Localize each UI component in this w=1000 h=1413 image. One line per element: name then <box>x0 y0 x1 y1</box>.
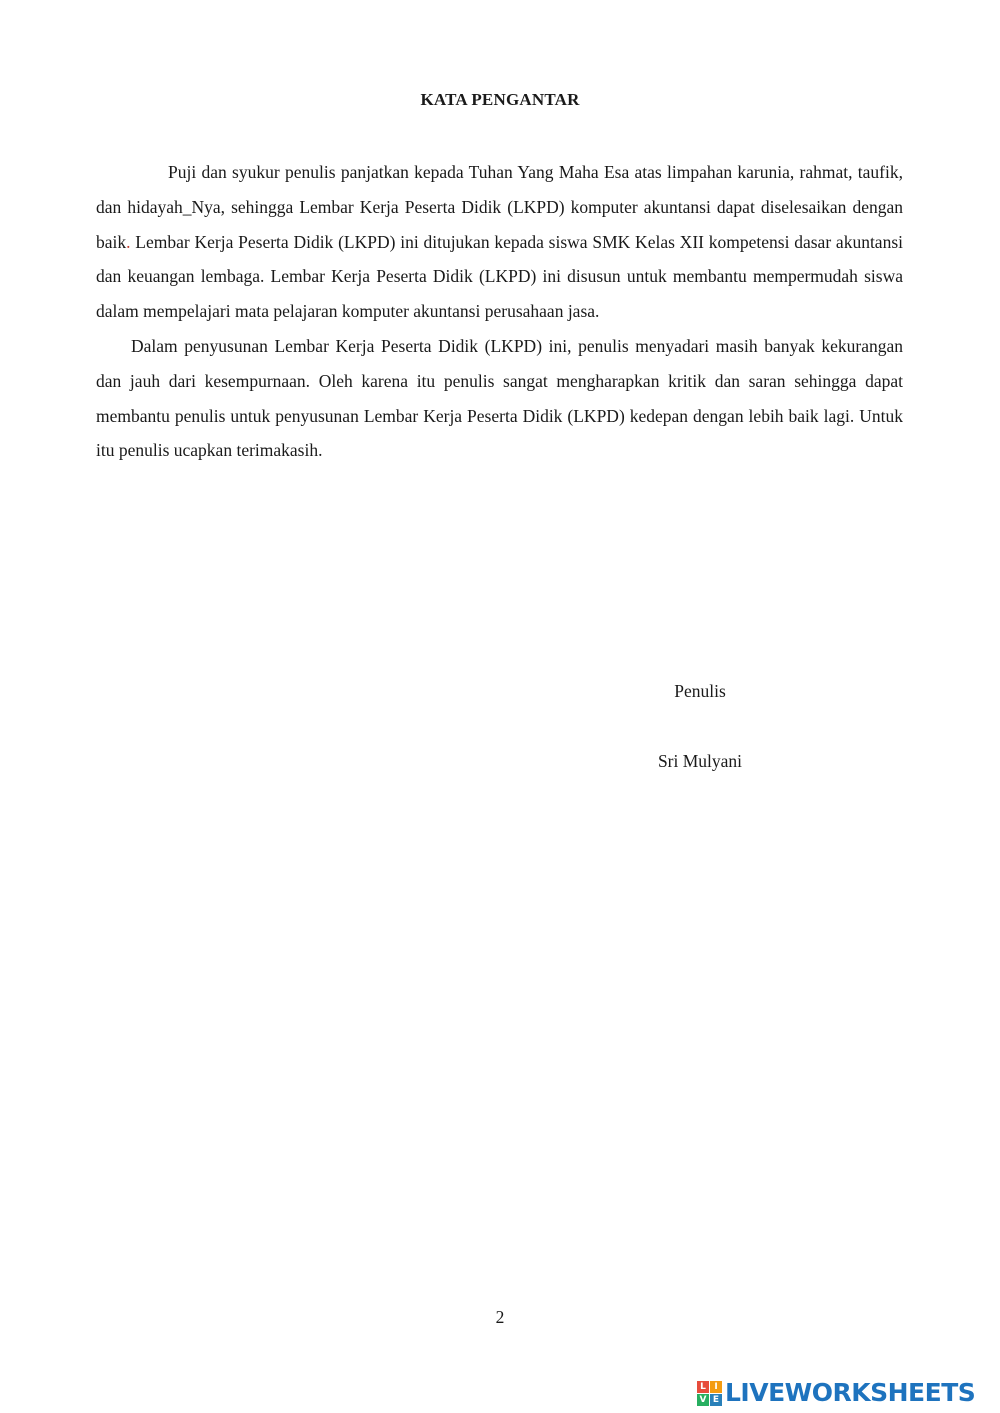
page-title: KATA PENGANTAR <box>420 90 580 109</box>
liveworksheets-wordmark: LIVEWORKSHEETS <box>725 1378 976 1407</box>
paragraph-2: Dalam penyusunan Lembar Kerja Peserta Didik (LKPD) ini, penulis menyadari masih banyak kekurangan dan jauh dari kesempurnaan. Oleh karena itu penulis sangat mengharapkan kritik dan saran sehingga dapat membantu penulis untuk penyusunan Lembar Kerja Peserta Didik (LKPD) kedepan dengan lebih baik lagi. Untuk itu penulis ucapkan terimakasih. <box>96 335 903 461</box>
logo-letter-v: V <box>697 1394 709 1406</box>
logo-letter-e: E <box>710 1394 722 1406</box>
liveworksheets-watermark[interactable] <box>697 1378 975 1408</box>
paragraph-1-text-a: Puji dan syukur penulis panjatkan kepada Tuhan Yang Maha Esa atas limpahan karunia, rahmat, taufik, dan hidayah_Nya, sehingga Lembar Kerja Peserta Didik (LKPD) komputer akuntansi dapat diselesaikan dengan baik <box>96 162 903 252</box>
logo-letter-i: I <box>710 1381 722 1393</box>
paragraph-1-red-dot: . <box>126 231 131 252</box>
paragraph-1-text-b: Lembar Kerja Peserta Didik (LKPD) ini ditujukan kepada siswa SMK Kelas XII kompetensi dasar akuntansi dan keuangan lembaga. Lembar Kerja Peserta Didik (LKPD) ini disusun untuk membantu mempermudah siswa dalam mempelajari mata pelajaran komputer akuntansi perusahaan jasa. <box>96 231 903 322</box>
paragraph-1 <box>96 155 903 329</box>
liveworksheets-logo-icon <box>697 1381 722 1406</box>
document-body <box>96 155 903 468</box>
page-number: 2 <box>495 1307 505 1327</box>
logo-letter-l: L <box>697 1381 709 1393</box>
signature-name: Sri Mulyani <box>657 751 743 771</box>
signature-role: Penulis <box>674 681 726 701</box>
